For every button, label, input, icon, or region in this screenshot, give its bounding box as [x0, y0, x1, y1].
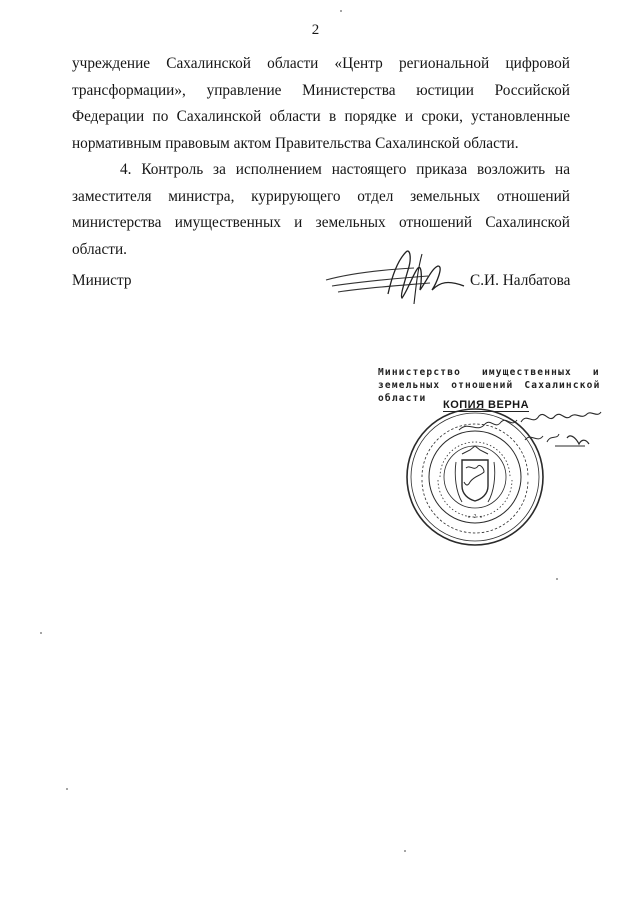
- handwritten-signature: [318, 246, 468, 306]
- signatory-title: Министр: [72, 272, 132, 289]
- document-body: [72, 51, 570, 263]
- scan-speck: [66, 788, 68, 790]
- signatory-name: С.И. Налбатова: [470, 272, 571, 289]
- scan-speck: [556, 578, 558, 580]
- scan-speck: [40, 632, 42, 634]
- page-number: 2: [311, 22, 320, 38]
- stamp-org-line: Министерство имущественных и: [378, 367, 600, 378]
- stamp-org-line: земельных отношений Сахалинской: [378, 380, 601, 391]
- scan-speck: [340, 10, 342, 12]
- svg-text:★ 2 ★: ★ 2 ★: [467, 514, 483, 520]
- paragraph-continuation: учреждение Сахалинской области «Центр региональной цифровой трансформации», управление Министерства юстиции Российской Федерации по Сахалинской области в порядке и сроки, установленные нормативным правовым актом Правительства Сахалинской области.: [72, 55, 570, 152]
- paragraph-item-4: 4. Контроль за исполнением настоящего приказа возложить на заместителя министра, курирующего отдел земельных отношений министерства имущественных и земельных отношений Сахалинской области.: [72, 161, 570, 258]
- copy-certified-label: КОПИЯ ВЕРНА: [443, 399, 530, 411]
- stamp-org-line: области: [378, 393, 427, 404]
- handwritten-certification-note: [455, 400, 605, 460]
- scan-speck: [404, 850, 406, 852]
